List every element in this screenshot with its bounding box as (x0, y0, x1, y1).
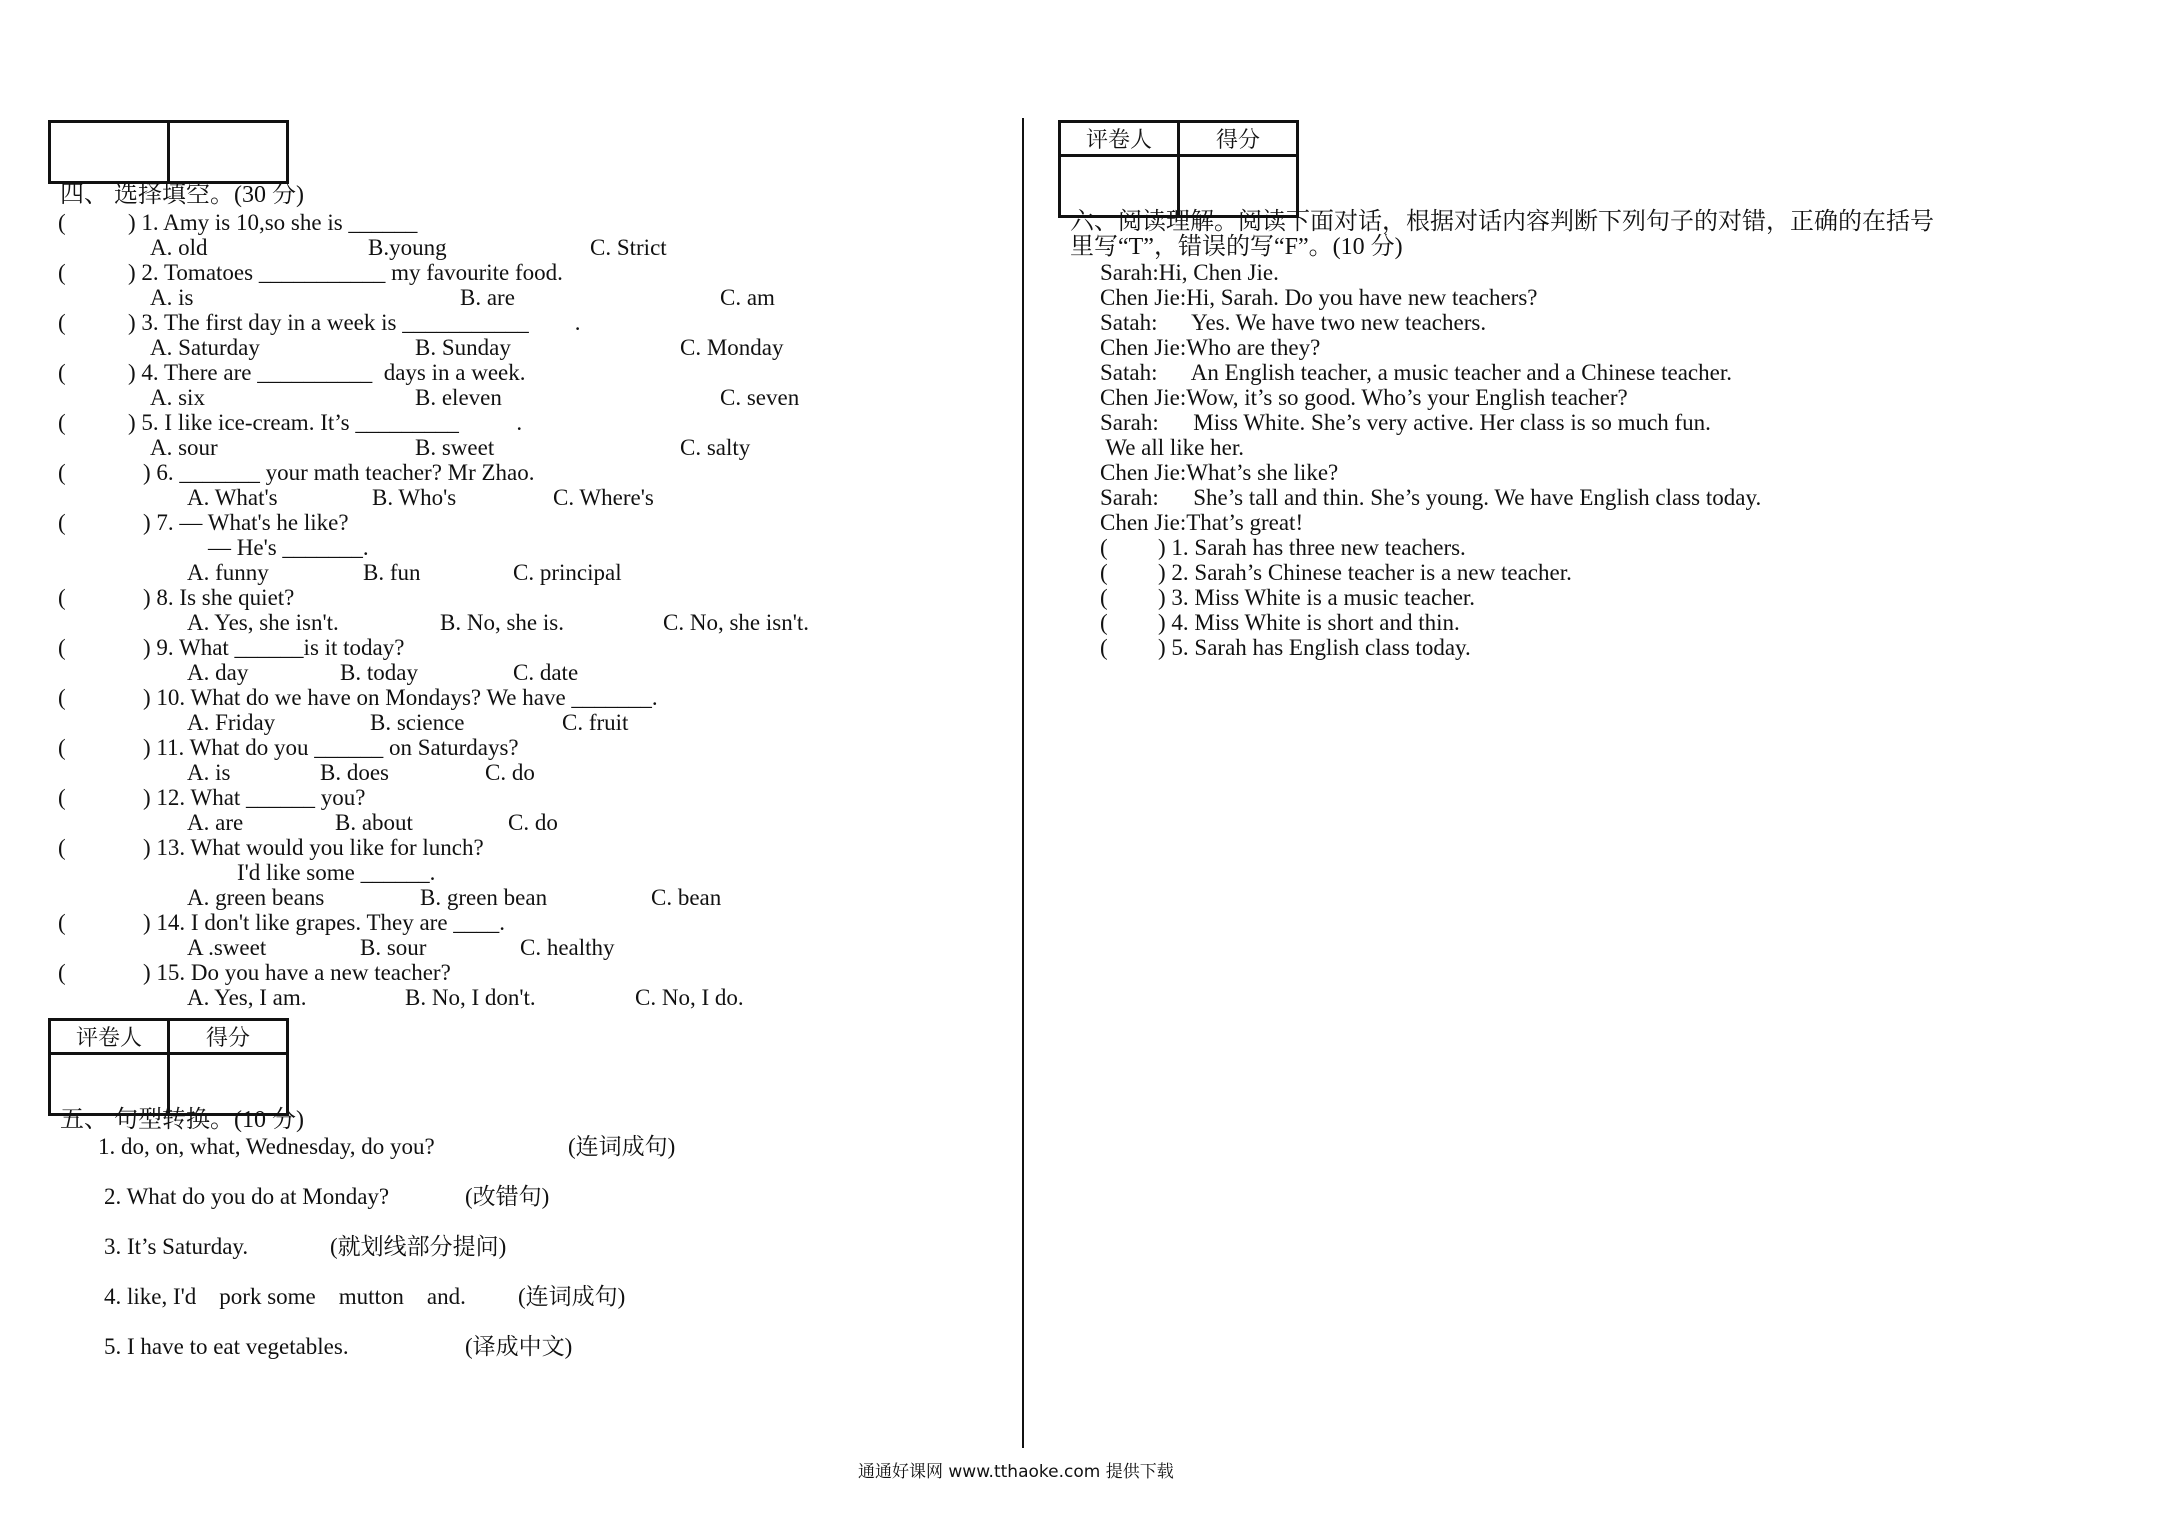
question-stem: ) 14. I don't like grapes. They are ____. (143, 910, 506, 935)
question-stem: ) 15. Do you have a new teacher? (143, 960, 451, 985)
dialogue-line: Sarah: She’s tall and thin. She’s young. We have English class today. (1100, 485, 1762, 510)
option-a: A. Saturday (150, 335, 260, 360)
judgement-item: ) 5. Sarah has English class today. (1158, 635, 1471, 660)
question-extra-line: I'd like some ______. (237, 860, 436, 885)
answer-paren-open: ( (58, 210, 66, 235)
judgement-item: ) 1. Sarah has three new teachers. (1158, 535, 1466, 560)
dialogue-line: Chen Jie:That’s great! (1100, 510, 1304, 535)
option-a: A. What's (187, 485, 278, 510)
answer-paren-open: ( (58, 510, 66, 535)
option-b: B. eleven (415, 385, 502, 410)
question-stem: ) 1. Amy is 10,so she is ______ (128, 210, 418, 235)
option-b: B. fun (363, 560, 421, 585)
answer-paren-open: ( (58, 910, 66, 935)
rewrite-instruction: (就划线部分提问) (330, 1234, 507, 1259)
answer-paren-open: ( (1100, 585, 1108, 610)
score-cell-score (169, 122, 288, 183)
option-b: B. No, I don't. (405, 985, 536, 1010)
option-a: A. are (187, 810, 244, 835)
option-b: B. No, she is. (440, 610, 564, 635)
score-cell-grader (1060, 156, 1179, 217)
answer-paren-open: ( (58, 685, 66, 710)
answer-paren-open: ( (58, 460, 66, 485)
option-b: B. Sunday (415, 335, 511, 360)
answer-paren-open: ( (58, 585, 66, 610)
option-b: B. sour (360, 935, 427, 960)
option-c: C. do (508, 810, 558, 835)
option-a: A. Yes, she isn't. (187, 610, 339, 635)
option-a: A. Friday (187, 710, 276, 735)
option-c: C. Monday (680, 335, 784, 360)
option-b: B. Who's (372, 485, 457, 510)
rewrite-instruction: (译成中文) (465, 1334, 573, 1359)
answer-paren-open: ( (58, 960, 66, 985)
option-b: B. are (460, 285, 515, 310)
judgement-item: ) 4. Miss White is short and thin. (1158, 610, 1460, 635)
question-stem: ) 11. What do you ______ on Saturdays? (143, 735, 519, 760)
answer-paren-open: ( (58, 360, 66, 385)
answer-paren-open: ( (58, 835, 66, 860)
rewrite-item: 1. do, on, what, Wednesday, do you? (98, 1134, 435, 1159)
answer-paren-open: ( (1100, 635, 1108, 660)
option-b: B. does (320, 760, 389, 785)
question-stem: ) 3. The first day in a week is ___________ . (128, 310, 581, 335)
dialogue-line: Satah: An English teacher, a music teacher and a Chinese teacher. (1100, 360, 1732, 385)
option-c: C. principal (513, 560, 622, 585)
option-b: B. sweet (415, 435, 495, 460)
answer-paren-open: ( (58, 635, 66, 660)
score-box-top-left (48, 120, 289, 184)
rewrite-instruction: (连词成句) (518, 1284, 626, 1309)
dialogue-line: Chen Jie:What’s she like? (1100, 460, 1339, 485)
option-a: A. old (150, 235, 208, 260)
section6-title-line1: 六、阅读理解。阅读下面对话，根据对话内容判断下列句子的对错，正确的在括号 (1070, 209, 1934, 235)
option-a: A. is (150, 285, 194, 310)
rewrite-instruction: (改错句) (465, 1184, 550, 1209)
option-b: B. about (335, 810, 413, 835)
question-stem: ) 12. What ______ you? (143, 785, 366, 810)
option-b: B. green bean (420, 885, 548, 910)
option-c: C. No, she isn't. (663, 610, 809, 635)
answer-paren-open: ( (1100, 560, 1108, 585)
option-c: C. do (485, 760, 535, 785)
option-a: A. day (187, 660, 249, 685)
answer-paren-open: ( (58, 410, 66, 435)
question-extra-line: — He's _______. (208, 535, 369, 560)
dialogue-line: Sarah: Miss White. She’s very active. Her class is so much fun. (1100, 410, 1711, 435)
score-header-score: 得分 (1179, 122, 1298, 156)
section5-title: 五、 句型转换。(10 分) (60, 1107, 304, 1133)
score-box-middle-left (48, 1018, 289, 1116)
score-cell-score (1179, 156, 1298, 217)
score-cell-grader (50, 1054, 169, 1115)
footer-credit: 通通好课网 www.tthaoke.com 提供下载 (858, 1462, 1174, 1482)
rewrite-item: 5. I have to eat vegetables. (104, 1334, 349, 1359)
question-stem: ) 9. What ______is it today? (143, 635, 405, 660)
answer-paren-open: ( (58, 310, 66, 335)
option-a: A. six (150, 385, 205, 410)
column-divider (1022, 118, 1024, 1448)
option-b: B. science (370, 710, 465, 735)
question-stem: ) 7. — What's he like? (143, 510, 349, 535)
option-c: C. bean (651, 885, 722, 910)
answer-paren-open: ( (58, 260, 66, 285)
score-header-score: 得分 (169, 1020, 288, 1054)
judgement-item: ) 2. Sarah’s Chinese teacher is a new teacher. (1158, 560, 1572, 585)
option-a: A. funny (187, 560, 269, 585)
option-c: C. fruit (562, 710, 629, 735)
option-c: C. am (720, 285, 775, 310)
question-stem: ) 5. I like ice-cream. It’s _________ . (128, 410, 523, 435)
dialogue-line: Chen Jie:Wow, it’s so good. Who’s your English teacher? (1100, 385, 1628, 410)
question-stem: ) 4. There are __________ days in a week. (128, 360, 526, 385)
rewrite-instruction: (连词成句) (568, 1134, 676, 1159)
option-b: B. today (340, 660, 418, 685)
question-stem: ) 6. _______ your math teacher? Mr Zhao. (143, 460, 535, 485)
option-c: C. No, I do. (635, 985, 744, 1010)
question-stem: ) 13. What would you like for lunch? (143, 835, 484, 860)
question-stem: ) 10. What do we have on Mondays? We have _______. (143, 685, 658, 710)
option-c: C. salty (680, 435, 751, 460)
question-stem: ) 2. Tomatoes ___________ my favourite food. (128, 260, 563, 285)
rewrite-item: 2. What do you do at Monday? (104, 1184, 390, 1209)
section4-title: 四、 选择填空。(30 分) (60, 182, 304, 208)
option-c: C. date (513, 660, 579, 685)
score-box-right (1058, 120, 1299, 218)
answer-paren-open: ( (58, 735, 66, 760)
option-c: C. Where's (553, 485, 654, 510)
option-a: A. sour (150, 435, 218, 460)
rewrite-item: 3. It’s Saturday. (104, 1234, 249, 1259)
option-b: B.young (368, 235, 447, 260)
dialogue-line: Sarah:Hi, Chen Jie. (1100, 260, 1279, 285)
option-a: A. is (187, 760, 231, 785)
option-c: C. healthy (520, 935, 615, 960)
dialogue-line: Chen Jie:Who are they? (1100, 335, 1321, 360)
dialogue-line: Chen Jie:Hi, Sarah. Do you have new teachers? (1100, 285, 1538, 310)
answer-paren-open: ( (1100, 610, 1108, 635)
score-header-grader: 评卷人 (1060, 122, 1179, 156)
score-header-grader: 评卷人 (50, 1020, 169, 1054)
score-cell-score (169, 1054, 288, 1115)
option-a: A .sweet (187, 935, 267, 960)
option-c: C. seven (720, 385, 800, 410)
dialogue-line: We all like her. (1100, 435, 1244, 460)
rewrite-item: 4. like, I'd pork some mutton and. (104, 1284, 466, 1309)
option-a: A. green beans (187, 885, 325, 910)
judgement-item: ) 3. Miss White is a music teacher. (1158, 585, 1476, 610)
answer-paren-open: ( (1100, 535, 1108, 560)
dialogue-line: Satah: Yes. We have two new teachers. (1100, 310, 1487, 335)
option-c: C. Strict (590, 235, 667, 260)
question-stem: ) 8. Is she quiet? (143, 585, 295, 610)
answer-paren-open: ( (58, 785, 66, 810)
score-cell-grader (50, 122, 169, 183)
section6-title-line2: 里写“T”，错误的写“F”。(10 分) (1070, 234, 1403, 260)
option-a: A. Yes, I am. (187, 985, 307, 1010)
